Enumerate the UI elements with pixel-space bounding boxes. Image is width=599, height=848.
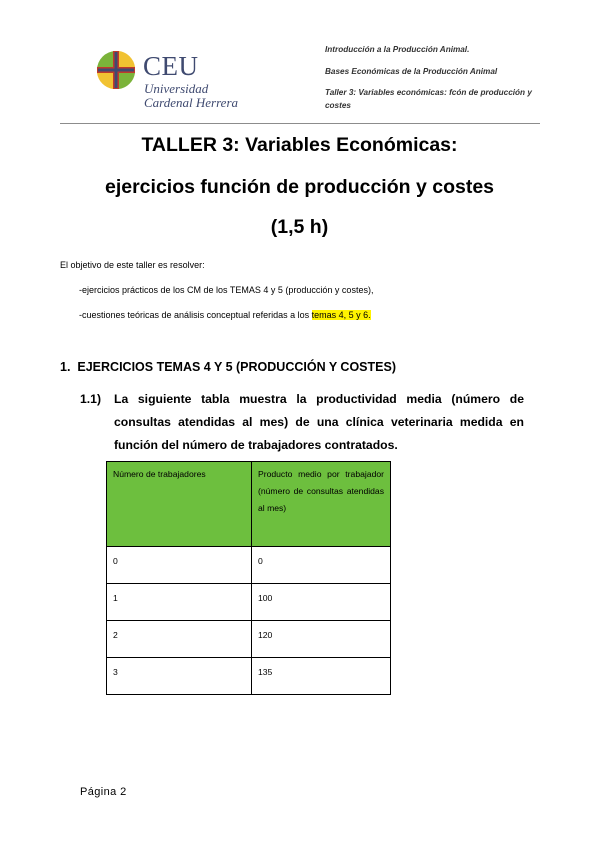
logo-wordmark: CEU bbox=[143, 51, 199, 81]
page-title-line3: (1,5 h) bbox=[270, 216, 329, 238]
objective-bullet-2-prefix: -cuestiones teóricas de análisis conceptual referidas a los bbox=[79, 310, 312, 320]
page-title-line2: ejercicios función de producción y costes bbox=[104, 176, 495, 198]
objective-text: El objetivo de este taller es resolver: bbox=[60, 260, 205, 270]
header-subject: Bases Económicas de la Producción Animal bbox=[325, 67, 498, 76]
productivity-table bbox=[106, 461, 391, 695]
page-number: Página 2 bbox=[80, 786, 127, 798]
section-heading bbox=[60, 360, 396, 374]
table-header-workers: Número de trabajadores bbox=[107, 462, 252, 547]
section-title: EJERCICIOS TEMAS 4 Y 5 (PRODUCCIÓN Y COSTES) bbox=[77, 360, 396, 374]
header-course: Introducción a la Producción Animal. bbox=[325, 45, 470, 54]
highlighted-topics: temas 4, 5 y 6. bbox=[311, 310, 371, 320]
exercise-number: 1.1) bbox=[80, 392, 102, 406]
table-cell-workers: 0 bbox=[107, 547, 252, 584]
table-row bbox=[107, 547, 391, 584]
header-topic: Taller 3: Variables económicas: fcón de producción y costes bbox=[325, 88, 532, 110]
logo-university-line1: Universidad bbox=[144, 81, 209, 96]
table-cell-workers: 1 bbox=[107, 584, 252, 621]
table-row bbox=[107, 621, 391, 658]
page-title-line1: TALLER 3: Variables Económicas: bbox=[141, 134, 458, 156]
table-cell-product: 120 bbox=[252, 621, 391, 658]
section-number: 1. bbox=[60, 360, 71, 374]
table-cell-product: 135 bbox=[252, 658, 391, 695]
table-header-row bbox=[107, 462, 391, 547]
table-cell-product: 100 bbox=[252, 584, 391, 621]
objective-bullet-1: -ejercicios prácticos de los CM de los TEMAS 4 y 5 (producción y costes), bbox=[79, 285, 374, 295]
table-row bbox=[107, 584, 391, 621]
table-row bbox=[107, 658, 391, 695]
table-header-average-product: Producto medio por trabajador (número de consultas atendidas al mes) bbox=[252, 462, 391, 547]
ceu-emblem-icon bbox=[96, 50, 136, 90]
table-cell-workers: 3 bbox=[107, 658, 252, 695]
header-divider bbox=[60, 123, 540, 124]
table-cell-product: 0 bbox=[252, 547, 391, 584]
ceu-logo bbox=[96, 48, 246, 110]
table-cell-workers: 2 bbox=[107, 621, 252, 658]
logo-university-line2: Cardenal Herrera bbox=[144, 95, 239, 110]
exercise-statement: La siguiente tabla muestra la productividad media (número de consultas atendidas al mes) de una clínica veterinaria medida en función del número de trabajadores contratados. bbox=[114, 392, 524, 452]
objective-bullet-2 bbox=[79, 309, 371, 321]
